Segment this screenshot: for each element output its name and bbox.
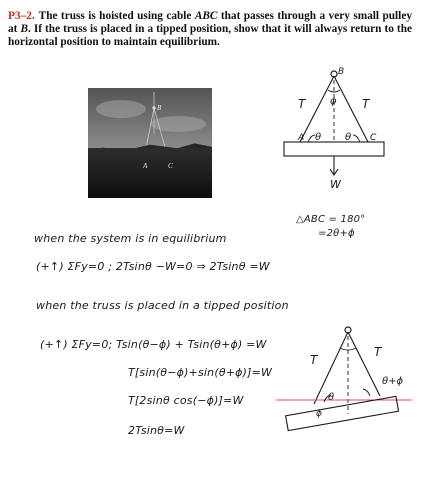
problem-number: P3–2. [8,10,35,22]
solution-line-4: (+↑) ΣFy=0; Tsin(θ−ϕ) + Tsin(θ+ϕ) =W [40,338,267,351]
label-theta-plus-phi: θ+ϕ [382,376,404,387]
problem-statement: P3–2. The truss is hoisted using cable ABC that passes through a very small pulley at B. If the truss is placed in a tipped position, show that it will always return to the horizontal position to maintain equilibrium. [8,10,412,48]
theta-arc-left [308,135,315,142]
truss-bar [286,396,399,430]
label-theta-right: θ [345,132,352,143]
theta-arc-right [353,135,360,142]
solution-line-2: (+↑) ΣFy=0 ; 2Tsinθ −W=0 ⇒ 2Tsinθ =W [36,260,270,273]
triangle-angle-relation: =2θ+ϕ [318,228,355,239]
label-theta: θ [328,392,335,403]
cable-right [348,332,380,396]
truss-bar [284,142,384,156]
label-t-left: T [298,97,306,111]
tilted-truss-group [286,396,399,430]
label-phi-mark: ϕ [316,409,322,419]
solution-line-6: T[2sinθ cos(−ϕ)]=W [128,394,244,407]
photo-label-a: A [143,162,148,170]
label-b: B [338,67,345,77]
photo-label-c: C [168,162,173,170]
theta-phi-arc [363,389,370,396]
solution-line-7: 2Tsinθ=W [128,424,185,437]
label-w: W [330,178,341,191]
tipped-truss-diagram [262,318,422,446]
label-phi: ϕ [330,96,337,107]
label-t-left: T [310,353,318,367]
label-a: A [298,133,305,143]
photo-building [88,148,212,198]
label-theta-left: θ [315,132,322,143]
truss-photo [88,88,212,198]
photo-label-b: B [157,104,162,112]
label-t-right: T [374,345,382,359]
triangle-angle-sum: △ABC = 180° [296,214,366,225]
solution-line-5: T[sin(θ−ϕ)+sin(θ+ϕ)]=W [128,366,273,379]
label-c: C [370,133,377,143]
solution-line-1: when the system is in equilibrium [34,232,227,245]
apex-arc [340,348,356,350]
label-t-right: T [362,97,370,111]
horizontal-truss-diagram [270,62,390,192]
solution-line-3: when the truss is placed in a tipped position [36,299,289,312]
